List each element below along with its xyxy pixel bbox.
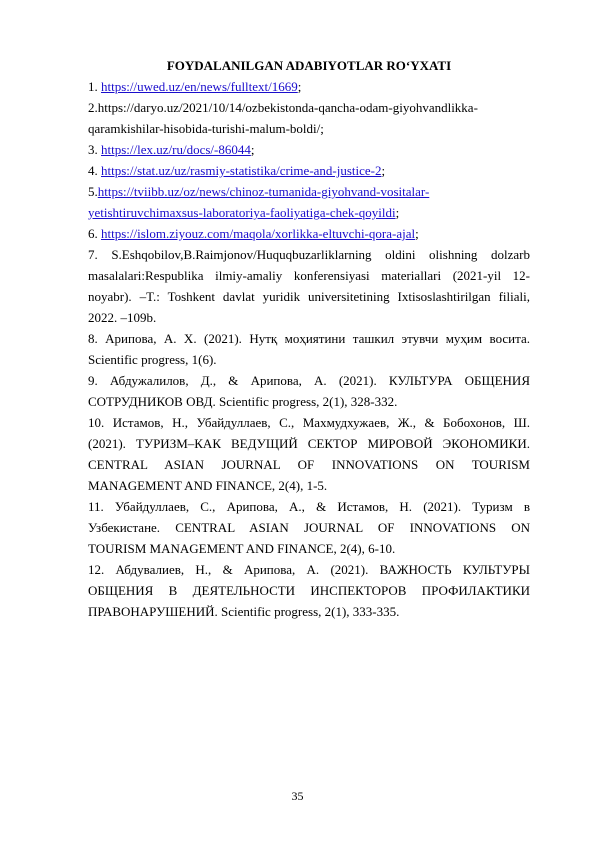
reference-text-line: CENTRAL ASIAN JOURNAL OF INNOVATIONS ON TOURISM: [88, 457, 530, 472]
reference-number: 4.: [88, 163, 101, 178]
punctuation: ;: [297, 79, 302, 94]
reference-text-line: 7. S.Eshqobilov,B.Raimjonov/Huquqbuzarliklarning oldini olishning dolzarb: [88, 247, 530, 262]
reference-text-line: MANAGEMENT AND FINANCE, 2(4), 1-5.: [88, 478, 328, 493]
reference-10: [88, 412, 530, 496]
reference-text-line: 9. Абдужалилов, Д., & Арипова, А. (2021). КУЛЬТУРА ОБЩЕНИЯ: [88, 373, 530, 388]
reference-text-line: СОТРУДНИКОВ ОВД. Scientific progress, 2(1), 328-332.: [88, 394, 398, 409]
reference-1: [88, 76, 530, 97]
reference-link[interactable]: https://islom.ziyouz.com/maqola/xorlikka-eltuvchi-qora-ajal: [101, 226, 416, 241]
reference-text: https://daryo.uz/2021/10/14/ozbekistonda-qancha-odam-giyohvandlikka-: [97, 100, 478, 115]
punctuation: ;: [395, 205, 400, 220]
reference-link[interactable]: https://stat.uz/uz/rasmiy-statistika/crime-and-justice-2: [101, 163, 382, 178]
reference-text-line: 10. Истамов, Н., Убайдуллаев, С., Махмудхужаев, Ж., & Бобохонов, Ш.: [88, 415, 530, 430]
reference-text-line: 2022. –109b.: [88, 310, 157, 325]
reference-text-line: [88, 97, 530, 118]
reference-text-line: (2021). ТУРИЗМ–КАК ВЕДУЩИЙ СЕКТОР МИРОВОЙ ЭКОНОМИКИ.: [88, 436, 530, 451]
reference-text-line: ПРАВОНАРУШЕНИЙ. Scientific progress, 2(1), 333-335.: [88, 604, 400, 619]
reference-text-line: 12. Абдувалиев, Н., & Арипова, А. (2021). ВАЖНОСТЬ КУЛЬТУРЫ: [88, 562, 530, 577]
reference-link[interactable]: yetishtiruvchimaxsus-laboratoriya-faoliyatiga-chek-qoyildi: [88, 205, 396, 220]
reference-text-line: ОБЩЕНИЯ В ДЕЯТЕЛЬНОСТИ ИНСПЕКТОРОВ ПРОФИЛАКТИКИ: [88, 583, 530, 598]
reference-number: 6.: [88, 226, 101, 241]
reference-text-line: qaramkishilar-hisobida-turishi-malum-boldi/;: [88, 121, 324, 136]
reference-6: [88, 223, 530, 244]
reference-3: [88, 139, 530, 160]
reference-12: [88, 559, 530, 622]
reference-8: [88, 328, 530, 370]
reference-number: 3.: [88, 142, 101, 157]
reference-text-line: Узбекистане. CENTRAL ASIAN JOURNAL OF INNOVATIONS ON: [88, 520, 530, 535]
reference-text-line: 11. Убайдуллаев, С., Арипова, А., & Истамов, Н. (2021). Туризм в: [88, 499, 530, 514]
punctuation: ;: [250, 142, 255, 157]
reference-text-line: 8. Арипова, А. Х. (2021). Нутқ моҳиятини ташкил этувчи муҳим восита.: [88, 331, 530, 346]
punctuation: ;: [415, 226, 419, 241]
reference-text-line: masalalari:Respublika ilmiy-amaliy konferensiyasi materiallari (2021-yil 12-: [88, 268, 530, 283]
reference-text-line: [88, 202, 530, 223]
reference-9: [88, 370, 530, 412]
reference-link[interactable]: https://tviibb.uz/oz/news/chinoz-tumanida-giyohvand-vositalar-: [97, 184, 430, 199]
reference-text-line: Scientific progress, 1(6).: [88, 352, 217, 367]
reference-11: [88, 496, 530, 559]
page-title: FOYDALANILGAN ADABIYOTLAR RO‘YXATI: [166, 58, 452, 73]
reference-7: [88, 244, 530, 328]
reference-number: 1.: [88, 79, 101, 94]
reference-2: [88, 97, 530, 139]
reference-text-line: noyabr). –T.: Toshkent davlat yuridik universitetining Ixtisoslashtirilgan filiali,: [88, 289, 530, 304]
reference-text-line: [88, 181, 530, 202]
page-number: 35: [291, 789, 304, 803]
reference-link[interactable]: https://lex.uz/ru/docs/-86044: [101, 142, 251, 157]
reference-link[interactable]: https://uwed.uz/en/news/fulltext/1669: [101, 79, 298, 94]
reference-number: 2.: [88, 100, 98, 115]
reference-5: [88, 181, 530, 223]
punctuation: ;: [381, 163, 386, 178]
reference-list: [88, 76, 530, 622]
reference-4: [88, 160, 530, 181]
reference-number: 5.: [88, 184, 98, 199]
reference-text-line: TOURISM MANAGEMENT AND FINANCE, 2(4), 6-10.: [88, 541, 396, 556]
